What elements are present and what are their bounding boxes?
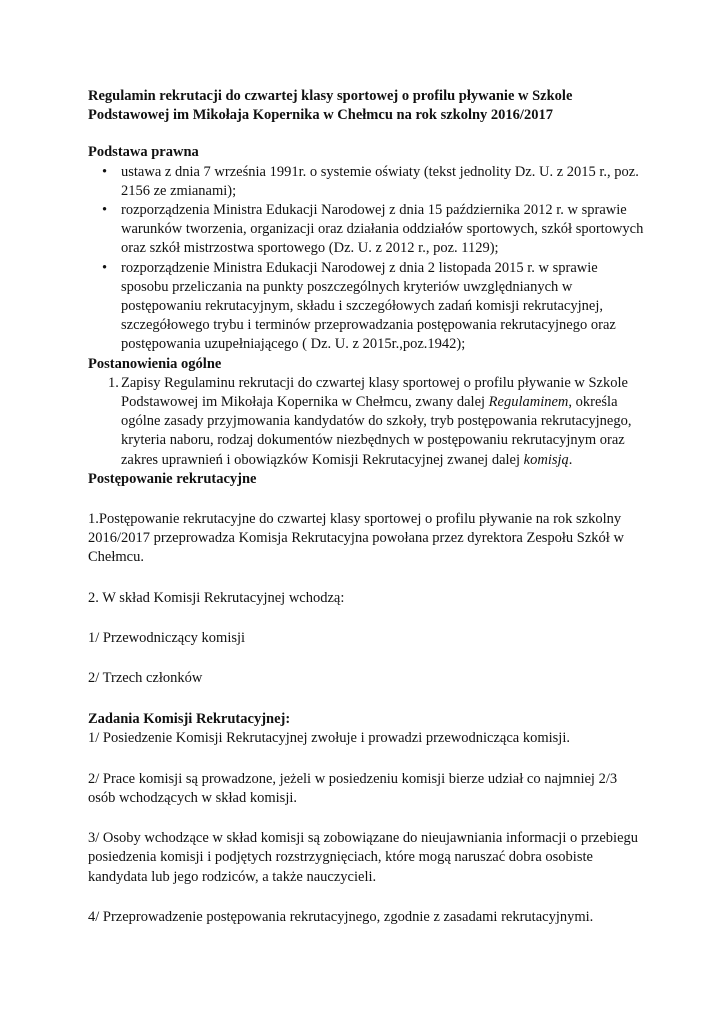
- provision-text: .: [568, 451, 573, 468]
- provision-italic-term: Regulaminem: [488, 394, 569, 411]
- tasks-paragraph: 4/ Przeprowadzenie postępowania rekrutacyjnego, zgodnie z zasadami rekrutacyjnymi.: [88, 908, 594, 925]
- provision-text: , określa ogólne zasady przyjmowania kandydatów do szkoły, tryb postępowania rekrutacyjnego, kryteria naboru, rodzaj dokumentów niezbędnych w postępowaniu rekrutacyjnym oraz zakres uprawnień i obowiązków Komisji Rekrutacyjnej zwanej dalej: [121, 394, 632, 468]
- legal-basis-item: • ustawa z dnia 7 września 1991r. o systemie oświaty (tekst jednolity Dz. U. z 2015 r., poz. 2156 ze zmianami);: [88, 163, 648, 201]
- recruitment-heading: Postępowanie rekrutacyjne: [88, 470, 257, 487]
- provision-text: Zapisy Regulaminu rekrutacji do czwartej klasy sportowej o profilu pływanie w Szkole Podstawowej im Mikołaja Kopernika w Chełmcu, zwany dalej: [121, 374, 628, 411]
- legal-basis-heading: Podstawa prawna: [88, 144, 199, 161]
- recruitment-paragraph: 1/ Przewodniczący komisji: [88, 629, 246, 646]
- document-body: [88, 87, 648, 927]
- tasks-heading: Zadania Komisji Rekrutacyjnej:: [88, 711, 291, 728]
- recruitment-paragraph: 2/ Trzech członków: [88, 670, 203, 687]
- legal-basis-list: [88, 163, 648, 355]
- list-number: 1.: [108, 374, 119, 391]
- tasks-paragraph: 3/ Osoby wchodzące w skład komisji są zobowiązane do nieujawniania informacji o przebiegu posiedzenia komisji i podjętych rozstrzygnięciach, które mogą naruszać dobra osobiste kandydata lub jego rodziców, a także nauczycieli.: [88, 830, 639, 885]
- provision-italic-term: komisją: [523, 451, 569, 468]
- tasks-paragraph: 1/ Posiedzenie Komisji Rekrutacyjnej zwołuje i prowadzi przewodnicząca komisji.: [88, 730, 570, 747]
- tasks-paragraph: 2/ Prace komisji są prowadzone, jeżeli w posiedzeniu komisji bierze udział co najmniej 2/3 osób wchodzących w skład komisji.: [88, 770, 618, 806]
- general-provision-item: [88, 374, 648, 470]
- legal-basis-item: • rozporządzenie Ministra Edukacji Narodowej z dnia 2 listopada 2015 r. w sprawie sposobu przeliczania na punkty poszczególnych kryteriów uwzględnianych w postępowaniu rekrutacyjnym, składu i szczegółowych zadań komisji rekrutacyjnej, szczegółowego trybu i terminów przeprowadzania postępowania rekrutacyjnego oraz postępowania uzupełniającego ( Dz. U. z 2015r.,poz.1942);: [88, 259, 648, 355]
- general-provisions-list: [88, 374, 648, 470]
- legal-basis-item: • rozporządzenia Ministra Edukacji Narodowej z dnia 15 października 2012 r. w sprawie warunków tworzenia, organizacji oraz działania oddziałów sportowych, szkół sportowych oraz szkół mistrzostwa sportowego (Dz. U. z 2012 r., poz. 1129);: [88, 201, 648, 259]
- recruitment-paragraph: 1.Postępowanie rekrutacyjne do czwartej klasy sportowej o profilu pływanie na rok szkolny 2016/2017 przeprowadza Komisja Rekrutacyjna powołana przez dyrektora Zespołu Szkół w Chełmcu.: [88, 511, 624, 566]
- general-provisions-heading: Postanowienia ogólne: [88, 355, 222, 372]
- document-title: Regulamin rekrutacji do czwartej klasy sportowej o profilu pływanie w Szkole Podstawowej im Mikołaja Kopernika w Chełmcu na rok szkolny 2016/2017: [88, 88, 573, 124]
- recruitment-paragraph: 2. W skład Komisji Rekrutacyjnej wchodzą:: [88, 589, 345, 606]
